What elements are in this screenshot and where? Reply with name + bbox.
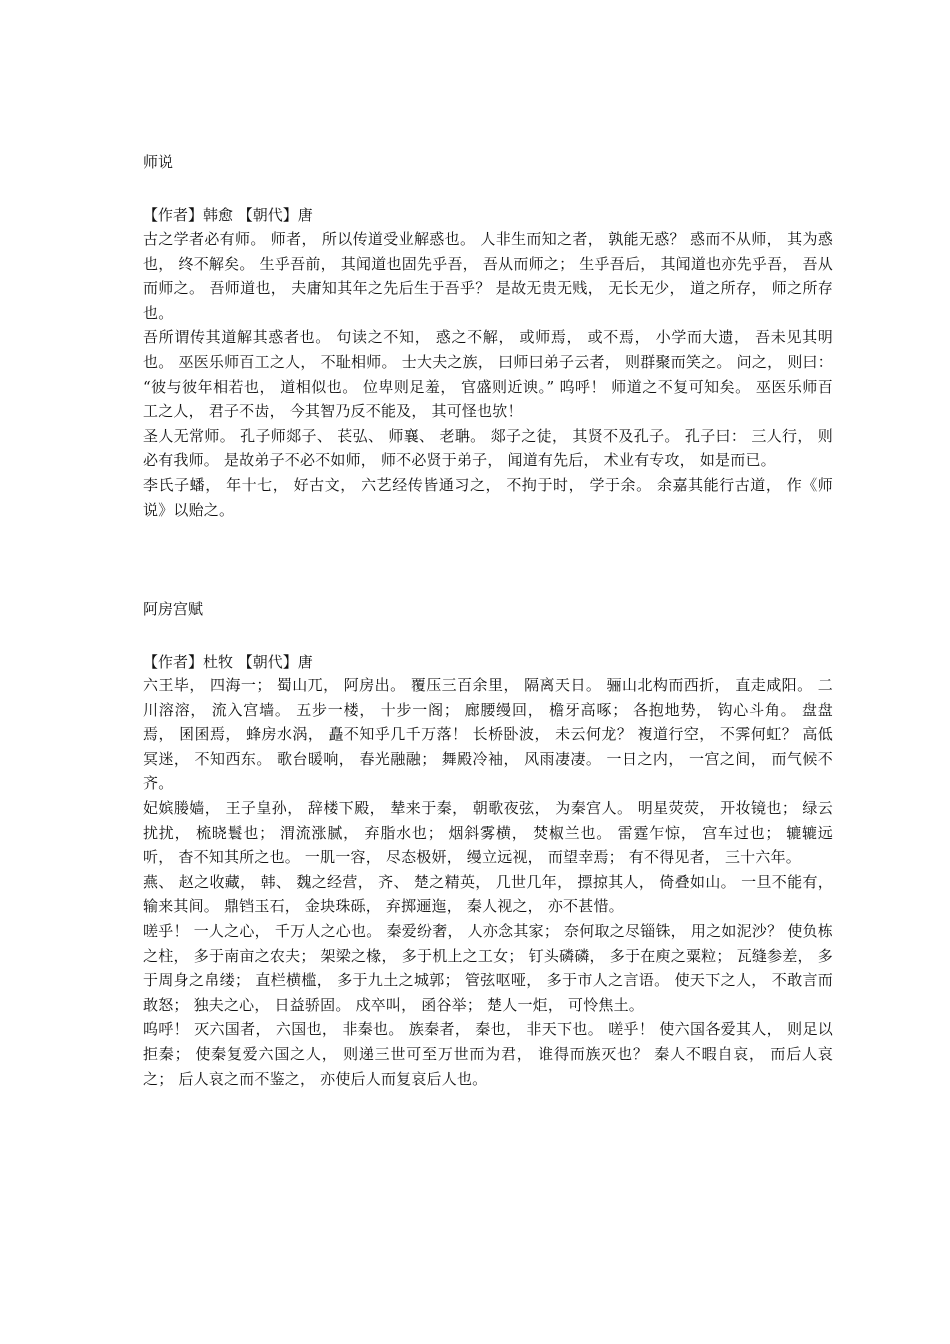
paragraph: 古之学者必有师。 师者， 所以传道受业解惑也。 人非生而知之者， 孰能无惑？ 惑而不从师， 其为惑也， 终不解矣。 生乎吾前， 其闻道也固先乎吾， 吾从而师之； 生乎吾后， 其闻道也亦先乎吾， 吾从而师之。 吾师道也， 夫庸知其年之先后生于吾乎？ 是故无贵无贱， 无长无少， 道之所存， 师之所存也。: [143, 230, 833, 322]
paragraph: 燕、 赵之收藏， 韩、 魏之经营， 齐、 楚之精英， 几世几年， 摽掠其人， 倚叠如山。 一旦不能有， 输来其间。 鼎铛玉石， 金块珠砾， 弃掷逦迤， 秦人视之， 亦不甚惜。: [143, 872, 833, 916]
paragraph: 吾所谓传其道解其惑者也。 句读之不知， 惑之不解， 或师焉， 或不焉， 小学而大遗， 吾未见其明也。 巫医乐师百工之人， 不耻相师。 士大夫之族， 曰师曰弟子云者， 则群聚而笑之。 问之， 则曰： “彼与彼年相若也， 道相似也。 位卑则足羞， 官盛则近谀。” 呜呼！ 师道之不复可知矣。 巫医乐师百工之人， 君子不齿， 今其智乃反不能及， 其可怪也欤！: [143, 328, 833, 421]
article-body: [143, 227, 833, 522]
article-title: 阿房宫赋: [143, 600, 204, 618]
article-meta: 【作者】杜牧 【朝代】唐: [143, 653, 313, 671]
paragraph: 六王毕， 四海一； 蜀山兀， 阿房出。 覆压三百余里， 隔离天日。 骊山北构而西折， 直走咸阳。 二川溶溶， 流入宫墙。 五步一楼， 十步一阁； 廊腰缦回， 檐牙高啄； 各抱地势， 钩心斗角。 盘盘焉， 囷囷焉， 蜂房水涡， 矗不知乎几千万落！ 长桥卧波， 未云何龙？ 複道行空， 不霁何虹？ 高低冥迷， 不知西东。 歌台暖响， 春光融融； 舞殿冷袖， 风雨凄凄。 一日之内， 一宫之间， 而气候不齐。: [143, 676, 833, 793]
article-body: [143, 673, 833, 1091]
article-title: 师说: [143, 153, 174, 171]
paragraph: 李氏子蟠， 年十七， 好古文， 六艺经传皆通习之， 不拘于时， 学于余。 余嘉其能行古道， 作《师说》以贻之。: [143, 475, 833, 519]
paragraph: 圣人无常师。 孔子师郯子、 苌弘、 师襄、 老聃。 郯子之徒， 其贤不及孔子。 孔子曰： 三人行， 则必有我师。 是故弟子不必不如师， 师不必贤于弟子， 闻道有先后， 术业有专攻， 如是而已。: [143, 426, 833, 470]
paragraph: 呜呼！ 灭六国者， 六国也， 非秦也。 族秦者， 秦也， 非天下也。 嗟乎！ 使六国各爱其人， 则足以拒秦； 使秦复爱六国之人， 则递三世可至万世而为君， 谁得而族灭也？ 秦人不暇自哀， 而后人哀之； 后人哀之而不鉴之， 亦使后人而复哀后人也。: [143, 1020, 833, 1088]
article-meta: 【作者】韩愈 【朝代】唐: [143, 206, 313, 224]
paragraph: 嗟乎！ 一人之心， 千万人之心也。 秦爱纷奢， 人亦念其家； 奈何取之尽锱铢， 用之如泥沙？ 使负栋之柱， 多于南亩之农夫； 架梁之椽， 多于机上之工女； 钉头磷磷， 多于在庾之粟粒； 瓦缝参差， 多于周身之帛缕； 直栏横槛， 多于九土之城郭； 管弦呕哑， 多于市人之言语。 使天下之人， 不敢言而敢怒； 独夫之心， 日益骄固。 戍卒叫， 函谷举； 楚人一炬， 可怜焦土。: [143, 921, 833, 1014]
paragraph: 妃嫔媵嫱， 王子皇孙， 辞楼下殿， 辇来于秦， 朝歌夜弦， 为秦宫人。 明星荧荧， 开妆镜也； 绿云扰扰， 梳晓鬟也； 渭流涨腻， 弃脂水也； 烟斜雾横， 焚椒兰也。 雷霆乍惊， 宫车过也； 辘辘远听， 杳不知其所之也。 一肌一容， 尽态极妍， 缦立远视， 而望幸焉； 有不得见者， 三十六年。: [143, 798, 833, 867]
